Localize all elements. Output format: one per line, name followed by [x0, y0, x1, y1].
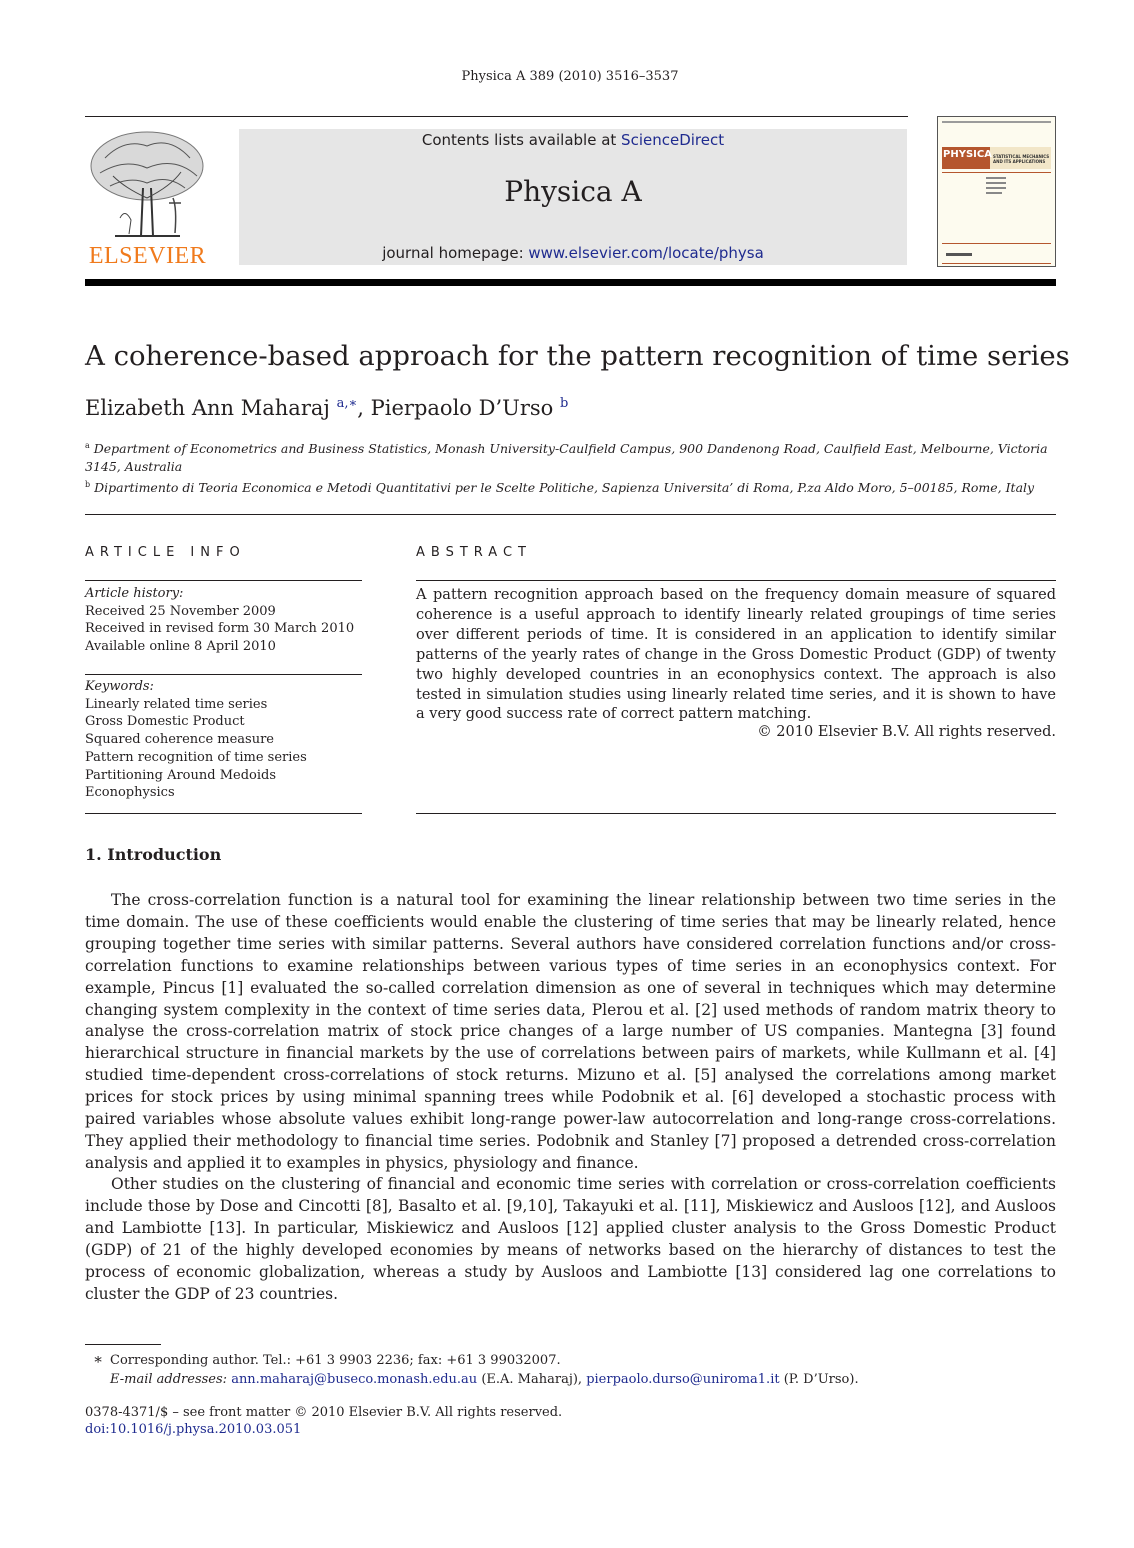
keyword: Pattern recognition of time series — [85, 749, 307, 765]
homepage-line — [239, 244, 907, 262]
introduction-heading: 1. Introduction — [85, 845, 222, 864]
cover-subtitle-1: STATISTICAL MECHANICS — [993, 154, 1050, 159]
abstract-rule-bottom — [416, 813, 1056, 814]
tree-icon — [85, 128, 210, 243]
journal-cover-thumbnail — [937, 116, 1056, 267]
abstract-rule-top — [416, 580, 1056, 581]
author-list — [85, 396, 1065, 420]
contents-line — [239, 131, 907, 149]
affiliation-b — [85, 476, 1056, 497]
article-info-rule-top — [85, 580, 362, 581]
email-addresses-note — [110, 1370, 1050, 1389]
cover-subtitle — [993, 154, 1049, 164]
author-separator: , — [357, 396, 371, 420]
email-label: E-mail addresses: — [110, 1372, 228, 1387]
email-2-owner: (P. D’Urso). — [779, 1372, 859, 1387]
article-history-label: Article history: — [85, 586, 184, 601]
author-2-affiliation-mark[interactable]: b — [559, 396, 569, 411]
introduction-paragraph-2: Other studies on the clustering of financial and economic time series with correlation or cross-correlation coefficients include those by Dose and Cincotti [8], Basalto et al. [9,10], Takayuki et al. [11], Miskiewicz and Ausloos [12], and Ausloos and Lambiotte [13]. In particular, Miskiewicz and Ausloos [12] applied cluster analysis to the Gross Domestic Product (GDP) of 21 of the highly developed economies by means of networks based on the hierarchy of distances to test the process of economic globalization, whereas a study by Ausloos and Lambiotte [13] considered lag one correlations to cluster the GDP of 23 countries. — [85, 1175, 1056, 1303]
front-matter-note: 0378-4371/$ – see front matter © 2010 Elsevier B.V. All rights reserved. — [85, 1405, 563, 1420]
keyword: Linearly related time series — [85, 696, 268, 712]
homepage-prefix: journal homepage: — [382, 244, 529, 262]
corresponding-author-note: Corresponding author. Tel.: +61 3 9903 2236; fax: +61 3 99032007. — [110, 1353, 561, 1368]
introduction-paragraph-1: The cross-correlation function is a natural tool for examining the linear relationship between two time series in the time domain. The use of these coefficients would enable the clustering of time series that may be linearly related, hence grouping together time series with similar patterns. Several authors have considered correlation functions and/or cross-correlation functions to examine relationships between various types of time series in an econophysics context. For example, Pincus [1] evaluated the so-called correlation dimension as one of several in techniques which may determine changing system complexity in the context of time series data, Plerou et al. [2] used methods of random matrix theory to analyse the cross-correlation matrix of stock price changes of a large number of US companies. Mantegna [3] found hierarchical structure in financial markets by the use of correlations between pairs of markets, while Kullmann et al. [4] studied time-dependent cross-correlations of stock returns. Mizuno et al. [5] analysed the correlations among market prices for stock prices by using minimal spanning trees while Podobnik et al. [6] developed a stochastic process with paired variables whose absolute values exhibit long-range power-law autocorrelation and long-range cross-correlations. They applied their methodology to financial time series. Podobnik and Stanley [7] proposed a detrended cross-correlation analysis and applied it to examples in physics, physiology and finance. — [85, 891, 1056, 1172]
keyword: Gross Domestic Product — [85, 714, 245, 730]
footnote-star: ∗ — [93, 1350, 104, 1368]
journal-masthead — [239, 129, 907, 265]
article-info-rule-bottom — [85, 813, 362, 814]
paper-title: A coherence-based approach for the pattern recognition of time series — [85, 340, 1070, 372]
email-1-owner: (E.A. Maharaj), — [477, 1372, 587, 1387]
header-rule — [85, 116, 908, 117]
keywords-label: Keywords: — [85, 679, 154, 694]
cover-brand: PHYSICA — [943, 149, 992, 160]
sciencedirect-link[interactable]: ScienceDirect — [621, 131, 725, 149]
affiliation-b-text: Dipartimento di Teoria Economica e Metodi Quantitativi per le Scelte Politiche, Sapienza Universita’ di Roma, P.za Aldo Moro, 5–00185, Rome, Italy — [94, 480, 1035, 496]
affiliation-a-mark: a — [85, 441, 90, 450]
author-1-affiliation-mark[interactable]: a,∗ — [336, 396, 358, 411]
abstract-copyright: © 2010 Elsevier B.V. All rights reserved. — [757, 724, 1056, 740]
article-info-rule-mid — [85, 674, 362, 675]
journal-citation: Physica A 389 (2010) 3516–3537 — [461, 69, 679, 84]
journal-title: Physica A — [504, 175, 642, 208]
cover-subtitle-2: AND ITS APPLICATIONS — [993, 159, 1046, 164]
affiliation-a-text: Department of Econometrics and Business Statistics, Monash University-Caulfield Campus, 900 Dandenong Road, Caulfield East, Melbourne, Victoria 3145, Australia — [85, 441, 1048, 475]
email-link-2[interactable]: pierpaolo.durso@uniroma1.it — [586, 1372, 780, 1387]
contents-prefix: Contents lists available at — [421, 131, 622, 149]
footnote-rule — [85, 1344, 161, 1345]
keyword: Squared coherence measure — [85, 732, 274, 748]
affiliation-a — [85, 437, 1056, 476]
elsevier-wordmark: ELSEVIER — [88, 243, 207, 269]
received-date: Received 25 November 2009 — [85, 603, 276, 619]
article-info-heading: ARTICLE INFO — [85, 545, 246, 560]
abstract-heading: ABSTRACT — [416, 545, 532, 560]
author-2: Pierpaolo D’Urso — [370, 396, 554, 420]
author-1: Elizabeth Ann Maharaj — [85, 396, 330, 420]
keyword: Econophysics — [85, 785, 175, 801]
affiliation-b-mark: b — [85, 480, 91, 489]
online-date: Available online 8 April 2010 — [85, 639, 276, 655]
affiliation-rule — [85, 514, 1056, 515]
keyword: Partitioning Around Medoids — [85, 767, 277, 783]
header-thick-rule — [85, 279, 1056, 286]
revised-date: Received in revised form 30 March 2010 — [85, 621, 355, 637]
abstract-text: A pattern recognition approach based on the frequency domain measure of squared coherence is a useful approach to identify linearly related groupings of time series over different periods of time. It is considered in an application to identify similar patterns of the yearly rates of change in the Gross Domestic Product (GDP) of twenty two highly developed countries in an econophysics context. The approach is also tested in simulation studies using linearly related time series, and it is shown to have a very good success rate of correct pattern matching. — [416, 587, 1056, 723]
doi-link[interactable]: doi:10.1016/j.physa.2010.03.051 — [85, 1422, 302, 1437]
article-history — [85, 585, 375, 656]
keywords-block — [85, 678, 375, 802]
journal-homepage-link[interactable]: www.elsevier.com/locate/physa — [528, 244, 764, 262]
email-link-1[interactable]: ann.maharaj@buseco.monash.edu.au — [231, 1372, 478, 1387]
